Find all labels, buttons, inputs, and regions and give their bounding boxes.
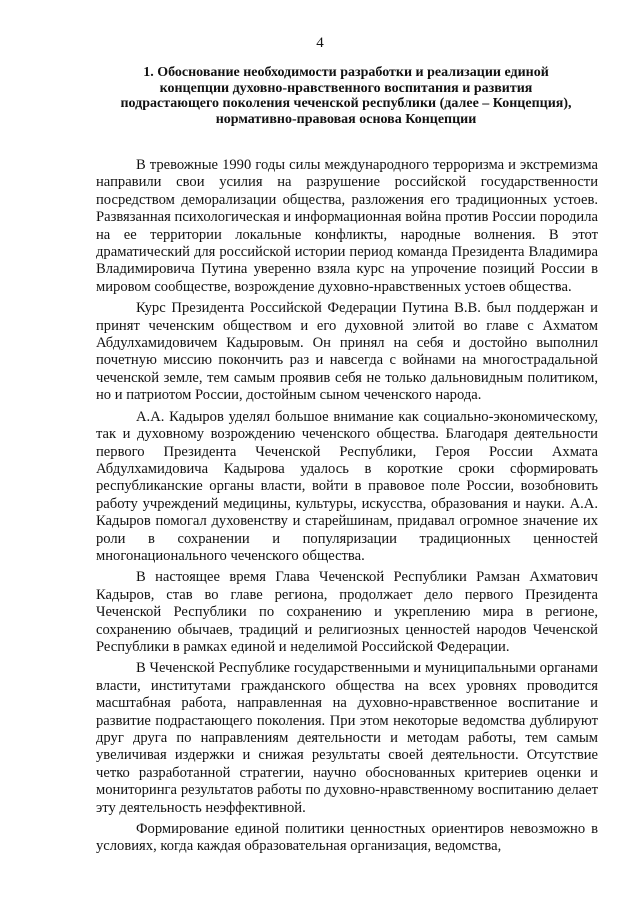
paragraph-1: В тревожные 1990 годы силы международного терроризма и экстремизма направили свои усилия на разрушение российской государственности посредством деморализации общества, разложения его традиционных устоев. Развязанная психологическая и информационная война против России породила на ее территории локальные конфликты, народные волнения. В этот драматический для российской истории период команда Президента Владимира Владимировича Путина уверенно взяла курс на упрочение позиций России в мировом сообществе, возрождение духовно-нравственных устоев общества. [96,157,598,295]
body-text [96,157,598,860]
section-heading-line-2: концепции духовно-нравственного воспитания и развития [159,80,533,96]
section-heading-line-3: подрастающего поколения чеченской республики (далее – Концепция), [120,96,572,111]
section-heading [96,65,596,127]
paragraph-2: Курс Президента Российской Федерации Путина В.В. был поддержан и принят чеченским обществом и его духовной элитой во главе с Ахматом Абдулхамидовичем Кадыровым. Он принял на себя и достойно выполнил почетную миссию покончить раз и навсегда с войнами на многострадальной чеченской земле, тем самым проявив себя не только дальновидным политиком, но и патриотом России, достойным сыном чеченского народа. [96,300,598,404]
paragraph-4: В настоящее время Глава Чеченской Республики Рамзан Ахматович Кадыров, став во главе региона, продолжает дело первого Президента Чеченской Республики по сохранению и укреплению мира в регионе, сохранению обычаев, традиций и религиозных ценностей народов Чеченской Республики в рамках единой и неделимой Российской Федерации. [96,569,598,655]
paragraph-3: А.А. Кадыров уделял большое внимание как социально-экономическому, так и духовному возрождению чеченского общества. Благодаря деятельности первого Президента Чеченской Республики, Героя России Ахмата Абдулхамидовича Кадырова удалось в короткие сроки сформировать республиканские органы власти, войти в правовое поле России, возобновить работу учреждений медицины, культуры, искусства, образования и науки. А.А. Кадыров помогал духовенству и старейшинам, придавал огромное значение их роли в сохранении и популяризации традиционных ценностей многонационального чеченского общества. [96,408,598,564]
section-heading-line-4: нормативно-правовая основа Концепции [215,111,477,127]
page-number: 4 [316,35,324,51]
paragraph-5: В Чеченской Республике государственными и муниципальными органами власти, институтами гражданского общества на всех уровнях проводится масштабная работа, направленная на духовно-нравственное воспитание и развитие подрастающего поколения. При этом некоторые ведомства дублируют друг друга по направлениям деятельности и методам работы, тем самым увеличивая издержки и снижая результаты своей деятельности. Отсутствие четко разработанной стратегии, научно обоснованных критериев оценки и мониторинга результатов работы по духовно-нравственному воспитанию делает эту деятельность неэффективной. [96,660,598,816]
paragraph-6: Формирование единой политики ценностных ориентиров невозможно в условиях, когда каждая образовательная организация, ведомства, [96,821,598,855]
section-heading-line-1: 1. Обоснование необходимости разработки и реализации единой [143,65,549,80]
